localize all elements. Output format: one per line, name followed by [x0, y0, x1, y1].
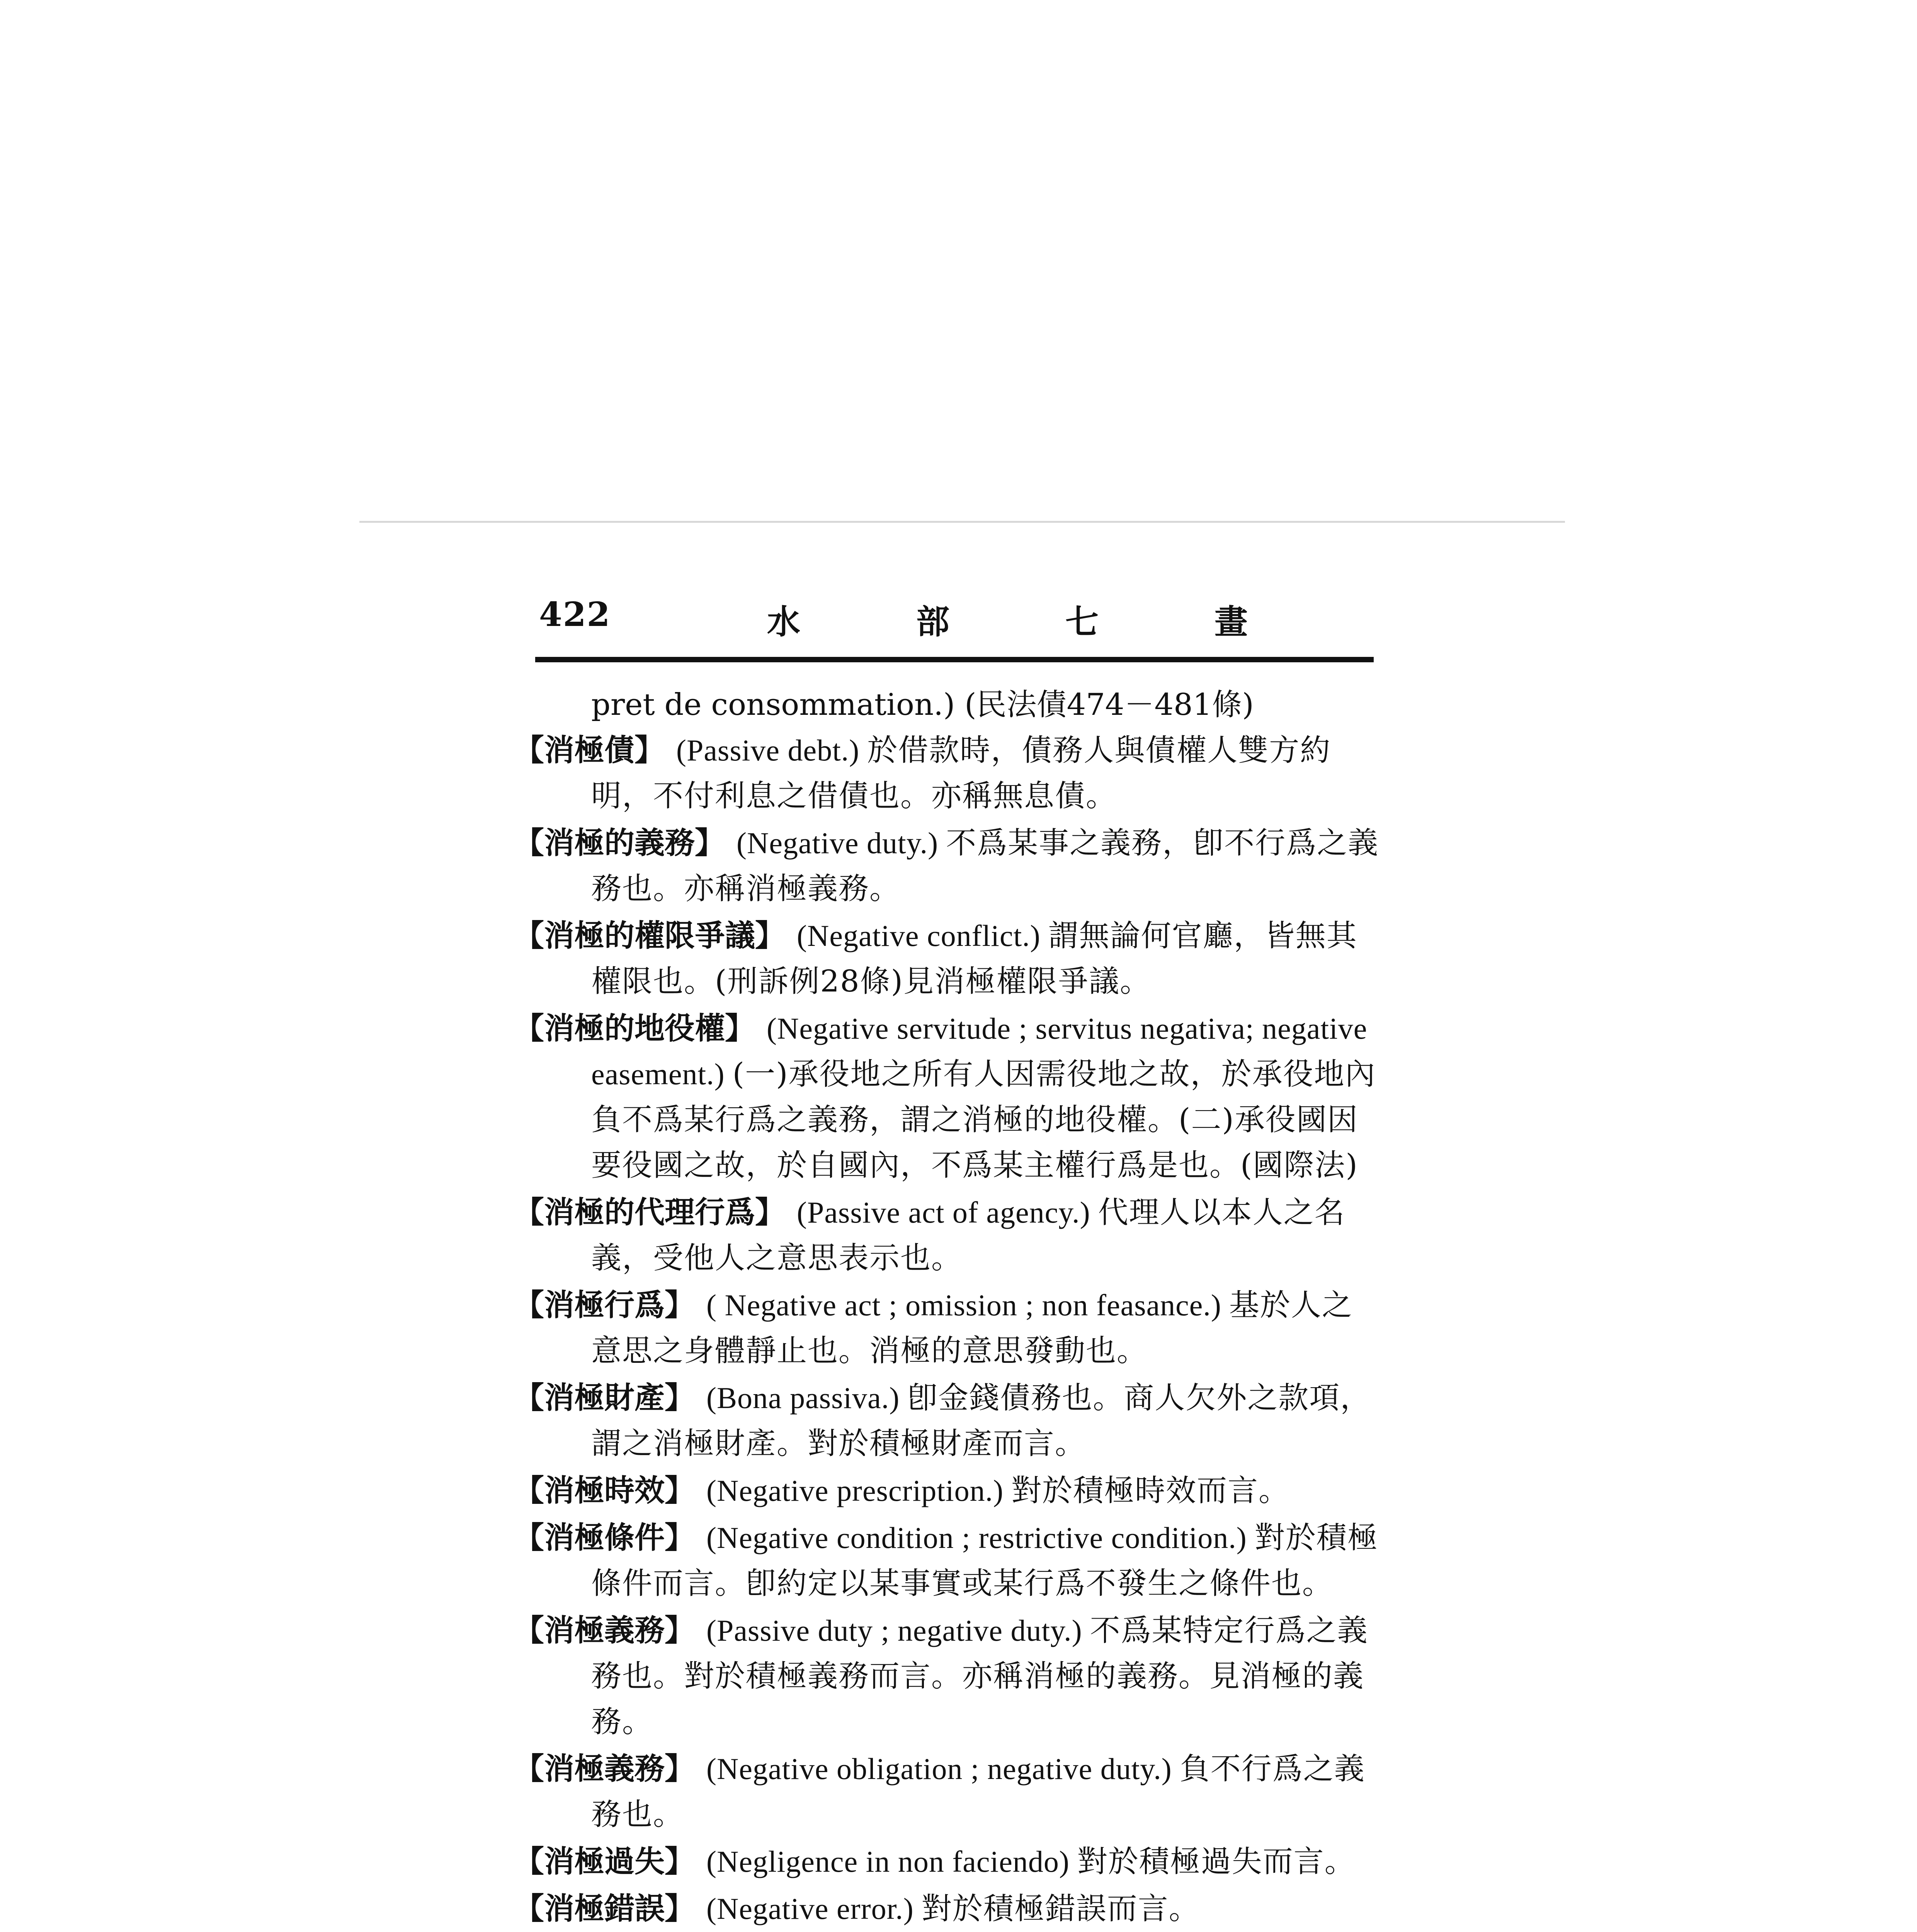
entry-text: [514, 1375, 1383, 1466]
entry-text: [514, 1608, 1383, 1745]
entry-english: ( Negative act ; omission ; non feasance.): [706, 1288, 1221, 1322]
entry-english: (Negative servitude ; servitus negativa; negative easement.): [591, 1012, 1368, 1091]
dictionary-entry: [514, 1515, 1383, 1606]
page-header: [539, 595, 1374, 649]
entry-definition: 於借款時，債務人與債權人雙方約明，不付利息之借債也。亦稱無息債。: [591, 733, 1331, 813]
entry-definition: (一)承役地之所有人因需役地之故，於承役地內負不爲某行爲之義務，謂之消極的地役權。(二)承役國因要役國之故，於自國內，不爲某主權行爲是也。(國際法): [591, 1057, 1376, 1183]
entry-headword: 【消極時效】: [514, 1473, 695, 1508]
dictionary-entry: [514, 1190, 1383, 1281]
running-title: 水部七畫: [767, 602, 1364, 641]
continued-entry-text: pret de consommation.) (民法債474－481條): [591, 687, 1254, 722]
entry-text: [514, 1515, 1383, 1606]
dictionary-entry: [514, 1006, 1383, 1188]
dictionary-entry: [514, 1375, 1383, 1466]
entry-text: [514, 1006, 1383, 1188]
entry-headword: 【消極的權限爭議】: [514, 918, 786, 953]
entry-definition: 基於人之意思之身體靜止也。消極的意思發動也。: [591, 1288, 1353, 1368]
entry-text: [514, 913, 1383, 1004]
entry-headword: 【消極債】: [514, 733, 665, 768]
header-divider: [535, 657, 1374, 662]
entry-english: (Negative error.): [706, 1892, 914, 1925]
entry-english: (Negative conflict.): [797, 919, 1041, 952]
dictionary-entry: [514, 913, 1383, 1004]
entry-headword: 【消極的地役權】: [514, 1011, 755, 1046]
entry-definition: 對於積極時效而言。: [1011, 1473, 1290, 1508]
entry-text: [514, 1282, 1383, 1374]
entry-headword: 【消極過失】: [514, 1844, 695, 1879]
entry-english: (Negative duty.): [737, 826, 939, 860]
entry-english: (Bona passiva.): [706, 1381, 900, 1415]
entry-headword: 【消極錯誤】: [514, 1891, 695, 1926]
entry-english: (Negative condition ; restrictive condition.): [706, 1521, 1247, 1554]
dictionary-entry: [514, 1468, 1383, 1514]
entry-text: [514, 1886, 1383, 1932]
entry-text: [514, 820, 1383, 912]
entry-headword: 【消極的代理行爲】: [514, 1195, 786, 1230]
entry-headword: 【消極行爲】: [514, 1287, 695, 1323]
entry-headword: 【消極義務】: [514, 1613, 695, 1648]
entry-definition: 不爲某事之義務，卽不行爲之義務也。亦稱消極義務。: [591, 826, 1379, 906]
dictionary-entry: [514, 1839, 1383, 1884]
entry-headword: 【消極財產】: [514, 1380, 695, 1415]
entry-text: [514, 1746, 1383, 1837]
entry-definition: 不爲某特定行爲之義務也。對於積極義務而言。亦稱消極的義務。見消極的義務。: [591, 1613, 1368, 1739]
dictionary-entry: [514, 1746, 1383, 1837]
entry-text: [514, 1839, 1383, 1884]
entry-english: (Passive act of agency.): [797, 1196, 1090, 1229]
entry-headword: 【消極義務】: [514, 1751, 695, 1786]
dictionary-entry: [514, 820, 1383, 912]
dictionary-entry: [514, 1282, 1383, 1374]
entry-definition: 對於積極錯誤而言。: [921, 1891, 1200, 1926]
entry-definition: 負不行爲之義務也。: [591, 1752, 1365, 1832]
dictionary-entry: [514, 1608, 1383, 1745]
entry-text: [514, 728, 1383, 819]
dictionary-entry: [514, 728, 1383, 819]
dictionary-entries: [514, 682, 1383, 1932]
entry-text: [514, 1190, 1383, 1281]
entry-english: (Passive duty ; negative duty.): [706, 1614, 1082, 1647]
entry-definition: 卽金錢債務也。商人欠外之款項，謂之消極財產。對於積極財產而言。: [591, 1381, 1371, 1461]
entry-headword: 【消極條件】: [514, 1520, 695, 1555]
entry-headword: 【消極的義務】: [514, 825, 725, 861]
entry-text: [514, 1468, 1383, 1514]
dictionary-entry: [514, 1886, 1383, 1932]
entry-english: (Passive debt.): [676, 733, 860, 767]
entry-english: (Negative obligation ; negative duty.): [706, 1752, 1172, 1786]
entry-definition: 代理人以本人之名義，受他人之意思表示也。: [591, 1195, 1345, 1276]
entry-definition: 對於積極過失而言。: [1077, 1844, 1356, 1879]
entry-english: (Negligence in non faciendo): [706, 1845, 1070, 1878]
entry-definition: 謂無論何官廳，皆無其權限也。(刑訴例28條)見消極權限爭議。: [591, 918, 1357, 999]
entry-definition: 對於積極條件而言。卽約定以某事實或某行爲不發生之條件也。: [591, 1520, 1378, 1601]
scan-edge-line: [359, 521, 1565, 523]
entry-english: (Negative prescription.): [706, 1474, 1004, 1507]
page-number: 422: [539, 595, 611, 634]
